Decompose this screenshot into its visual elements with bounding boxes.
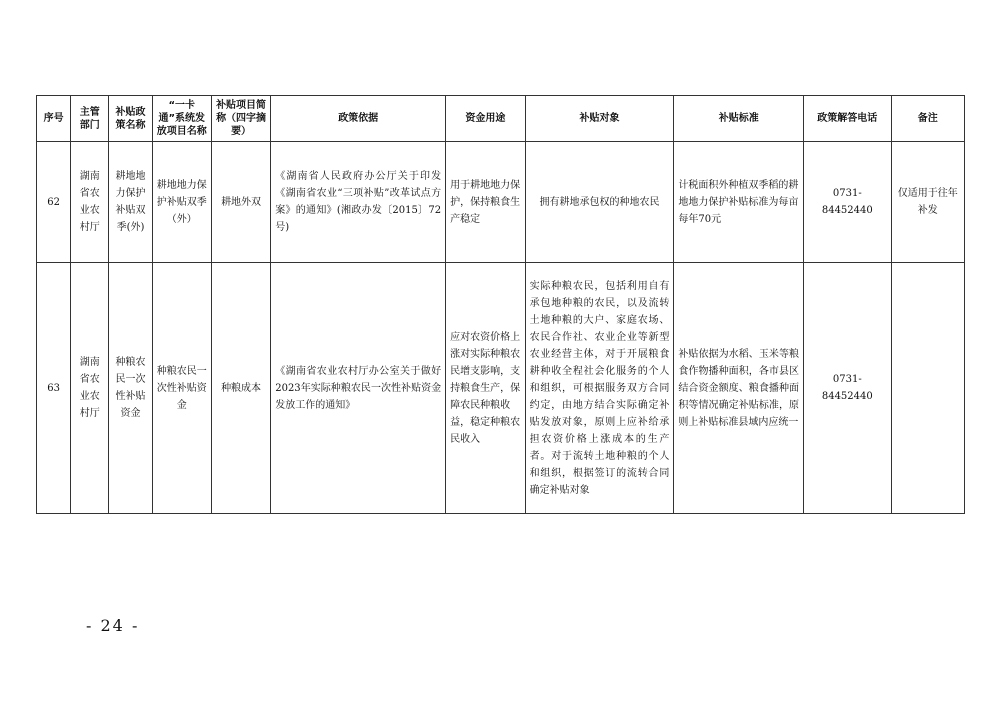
cell-abbr: 种粮成本 — [211, 263, 270, 514]
header-basis: 政策依据 — [271, 96, 446, 142]
table-row — [37, 263, 965, 514]
cell-dept: 湖南省农业农村厅 — [71, 142, 109, 263]
header-abbr: 补贴项目简称（四字摘要） — [211, 96, 270, 142]
cell-remark — [891, 263, 964, 514]
cell-target: 实际种粮农民，包括利用自有承包地种粮的农民，以及流转土地种粮的大户、家庭农场、农民合作社、农业企业等新型农业经营主体，对于开展粮食耕种收全程社会化服务的个人和组织，可根据服务双方合同约定，由地方结合实际确定补贴发放对象，原则上应补给承担农资价格上涨成本的生产者。对于流转土地种粮的个人和组织，根据签订的流转合同确定补贴对象 — [525, 263, 674, 514]
header-phone: 政策解答电话 — [804, 96, 891, 142]
subsidy-policy-table — [36, 95, 965, 514]
cell-standard: 补贴依据为水稻、玉米等粮食作物播种面积，各市县区结合资金额度、粮食播种面积等情况确定补贴标准，原则上补贴标准县域内应统一 — [674, 263, 804, 514]
table-header-row — [37, 96, 965, 142]
page-number: - 24 - — [86, 616, 140, 635]
cell-target: 拥有耕地承包权的种地农民 — [525, 142, 674, 263]
cell-fund-use: 应对农资价格上涨对实际种粮农民增支影响，支持粮食生产，保障农民种粮收益，稳定种粮农民收入 — [446, 263, 525, 514]
header-standard: 补贴标准 — [674, 96, 804, 142]
cell-subsidy-policy-name: 耕地地力保护补贴双季(外) — [109, 142, 152, 263]
cell-phone: 0731-84452440 — [804, 263, 891, 514]
cell-card-item-name: 种粮农民一次性补贴资金 — [152, 263, 211, 514]
header-seq: 序号 — [37, 96, 71, 142]
header-target: 补贴对象 — [525, 96, 674, 142]
header-fund-use: 资金用途 — [446, 96, 525, 142]
cell-seq: 62 — [37, 142, 71, 263]
cell-basis: 《湖南省农业农村厅办公室关于做好2023年实际种粮农民一次性补贴资金发放工作的通知》 — [271, 263, 446, 514]
cell-card-item-name: 耕地地力保护补贴双季（外） — [152, 142, 211, 263]
cell-phone: 0731-84452440 — [804, 142, 891, 263]
header-dept: 主管部门 — [71, 96, 109, 142]
cell-subsidy-policy-name: 种粮农民一次性补贴资金 — [109, 263, 152, 514]
cell-abbr: 耕地外双 — [211, 142, 270, 263]
header-remark: 备注 — [891, 96, 964, 142]
table-row — [37, 142, 965, 263]
cell-standard: 计税面积外种植双季稻的耕地地力保护补贴标准为每亩每年70元 — [674, 142, 804, 263]
cell-fund-use: 用于耕地地力保护，保持粮食生产稳定 — [446, 142, 525, 263]
header-card-item-name: “一卡通”系统发放项目名称 — [152, 96, 211, 142]
cell-dept: 湖南省农业农村厅 — [71, 263, 109, 514]
cell-remark: 仅适用于往年补发 — [891, 142, 964, 263]
cell-basis: 《湖南省人民政府办公厅关于印发《湖南省农业“三项补贴”改革试点方案》的通知》(湘政办发〔2015〕72号) — [271, 142, 446, 263]
cell-seq: 63 — [37, 263, 71, 514]
header-subsidy-policy-name: 补贴政策名称 — [109, 96, 152, 142]
